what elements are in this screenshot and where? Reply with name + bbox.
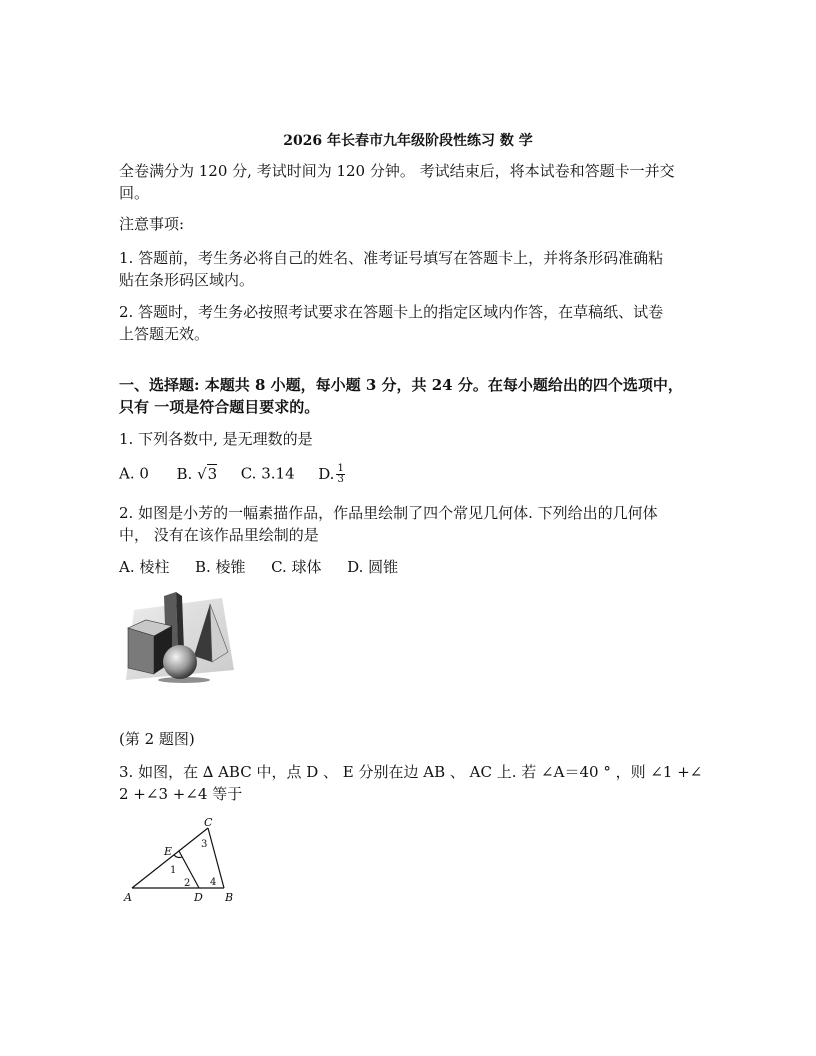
q2-option-a: A. 棱柱: [119, 558, 170, 576]
question-2-options: [119, 556, 398, 577]
note-1-line-2: 贴在条形码区域内。: [119, 271, 255, 289]
q1-option-a: A. 0: [119, 464, 149, 483]
vertex-d-label: D: [194, 891, 203, 904]
side-ac: [132, 828, 208, 888]
sqrt-symbol: √3: [197, 464, 218, 483]
triangle-figure: [120, 812, 250, 908]
intro-line-2: 回。: [119, 184, 150, 202]
fraction-numerator: 1: [337, 463, 344, 474]
vertex-c-label: C: [204, 816, 213, 829]
angle-2-label: 2: [184, 878, 191, 889]
geometry-sketch-figure: [124, 590, 236, 684]
fraction: [336, 464, 344, 485]
section-1-heading-line-1: 一、选择题: 本题共 8 小题，每小题 3 分，共 24 分。在每小题给出的四个选项中，: [119, 376, 683, 394]
q2-option-c: C. 球体: [271, 558, 322, 576]
q2-option-b: B. 棱锥: [194, 558, 246, 576]
q1-option-d: [318, 465, 345, 483]
fraction-denominator: 3: [337, 474, 344, 485]
vertex-e-label: E: [164, 845, 173, 858]
note-2-line-1: 2. 答题时，考生务必按照考试要求在答题卡上的指定区域内作答，在草稿纸、试卷: [119, 303, 664, 321]
vertex-a-label: A: [124, 891, 132, 904]
sphere-shape: [163, 645, 197, 679]
notes-heading: 注意事项:: [119, 215, 185, 233]
angle-3-label: 3: [201, 839, 208, 850]
figure-2-caption: (第 2 题图): [119, 730, 195, 748]
question-2-stem-line-1: 2. 如图是小芳的一幅素描作品，作品里绘制了四个常见几何体. 下列给出的几何体: [119, 504, 658, 522]
angle-1-label: 1: [170, 865, 177, 876]
note-2-line-2: 上答题无效。: [119, 325, 210, 343]
question-1-stem: 1. 下列各数中, 是无理数的是: [119, 430, 313, 448]
question-1-options: [119, 464, 345, 485]
q1-option-b: [176, 465, 221, 483]
angle-4-label: 4: [210, 877, 217, 888]
question-2-stem-line-2: 中， 没有在该作品里绘制的是: [119, 526, 319, 544]
question-3-stem-line-1: 3. 如图，在 ∆ ABC 中，点 D 、 E 分别在边 AB 、 AC 上. 若 ∠A＝40 ° ，则 ∠1 +∠: [119, 763, 703, 781]
intro-line-1: 全卷满分为 120 分, 考试时间为 120 分钟。 考试结束后，将本试卷和答题卡一并交: [119, 162, 675, 180]
q1-option-c: C. 3.14: [240, 464, 295, 483]
question-3-stem-line-2: 2 +∠3 +∠4 等于: [119, 785, 243, 803]
q1-option-d-prefix: D.: [318, 464, 335, 483]
page-title: 2026 年长春市九年级阶段性练习 数 学: [283, 133, 533, 149]
vertex-b-label: B: [225, 891, 234, 904]
note-1-line-1: 1. 答题前，考生务必将自己的姓名、准考证号填写在答题卡上，并将条形码准确粘: [119, 249, 664, 267]
q1-option-b-radicand: 3: [207, 464, 218, 483]
q2-option-d: D. 圆锥: [347, 558, 399, 576]
q1-option-b-prefix: B.: [176, 464, 193, 483]
section-1-heading-line-2: 只有 一项是符合题目要求的。: [119, 398, 320, 416]
